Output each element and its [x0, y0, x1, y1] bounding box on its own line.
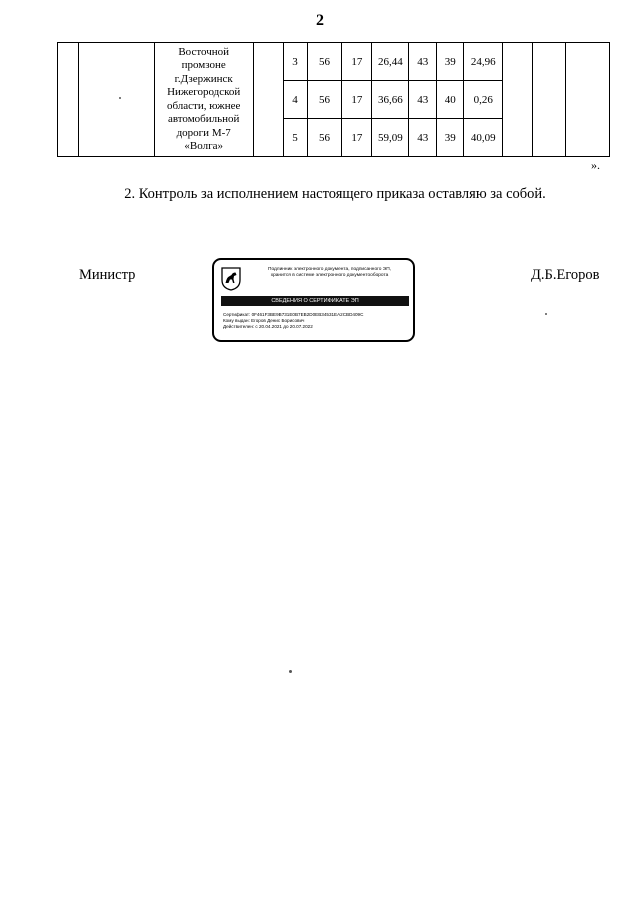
- certificate-details: [223, 312, 363, 331]
- certificate-owner: Кому выдан: Егоров Денис Борисович: [223, 318, 305, 324]
- location-line: г.Дзержинск: [174, 72, 233, 85]
- table-row: [58, 43, 610, 81]
- empty-cell: [566, 43, 610, 157]
- scan-speck: [289, 670, 292, 673]
- table-cell: 17: [342, 43, 372, 81]
- table-cell: 39: [437, 119, 464, 157]
- e-signature-stamp: [212, 258, 415, 342]
- scan-speck: [545, 313, 547, 315]
- location-line: Нижегородской: [167, 86, 241, 98]
- coat-of-arms-icon: [221, 267, 241, 291]
- stamp-header-line: Подлинник электронного документа, подписанного ЭП,: [268, 267, 391, 272]
- table-cell: 24,96: [464, 43, 503, 81]
- location-line: дороги М-7: [176, 126, 231, 139]
- page-number: 2: [316, 12, 324, 29]
- stamp-header-line: хранится в системе электронного документооборота: [270, 273, 389, 278]
- certificate-validity: Действителен: с 20.04.2021 до 20.07.2022: [223, 324, 313, 330]
- table-cell: 56: [307, 119, 342, 157]
- stamp-title-bar: СВЕДЕНИЯ О СЕРТИФИКАТЕ ЭП: [221, 296, 409, 306]
- data-table: [57, 42, 610, 157]
- empty-cell: [253, 43, 283, 157]
- location-line: «Волга»: [184, 140, 223, 152]
- table-cell: 40: [437, 81, 464, 119]
- location-line: автомобильной: [167, 113, 240, 125]
- location-line: Восточной: [178, 45, 230, 58]
- empty-cell: [503, 43, 533, 157]
- stamp-header: [247, 267, 412, 279]
- table-cell: 43: [409, 119, 437, 157]
- table-cell: 39: [437, 43, 464, 81]
- location-cell: [154, 43, 253, 157]
- certificate-number: Сертификат: 0F461F3BE9B731E0B7EB2D0EB34531EA2CBD409C: [223, 312, 364, 317]
- signatory-title: Министр: [79, 267, 136, 283]
- table-cell: 40,09: [464, 119, 503, 157]
- table-cell: 36,66: [372, 81, 409, 119]
- table-cell: 4: [283, 81, 307, 119]
- table-cell: 3: [283, 43, 307, 81]
- table-cell: 0,26: [464, 81, 503, 119]
- location-line: промзоне: [181, 59, 226, 71]
- location-line: области, южнее: [166, 99, 241, 112]
- scan-speck: [119, 97, 121, 99]
- table-cell: 43: [409, 81, 437, 119]
- signatory-name: Д.Б.Егоров: [531, 267, 600, 283]
- empty-cell: [58, 43, 79, 157]
- table-cell: 26,44: [372, 43, 409, 81]
- empty-cell: [78, 43, 154, 157]
- table-cell: 43: [409, 43, 437, 81]
- empty-cell: [533, 43, 566, 157]
- table-cell: 56: [307, 43, 342, 81]
- clause-text: 2. Контроль за исполнением настоящего приказа оставляю за собой.: [124, 186, 546, 202]
- closing-quote: ».: [591, 158, 600, 172]
- table-cell: 59,09: [372, 119, 409, 157]
- table-cell: 17: [342, 81, 372, 119]
- table-cell: 17: [342, 119, 372, 157]
- table-cell: 5: [283, 119, 307, 157]
- table-cell: 56: [307, 81, 342, 119]
